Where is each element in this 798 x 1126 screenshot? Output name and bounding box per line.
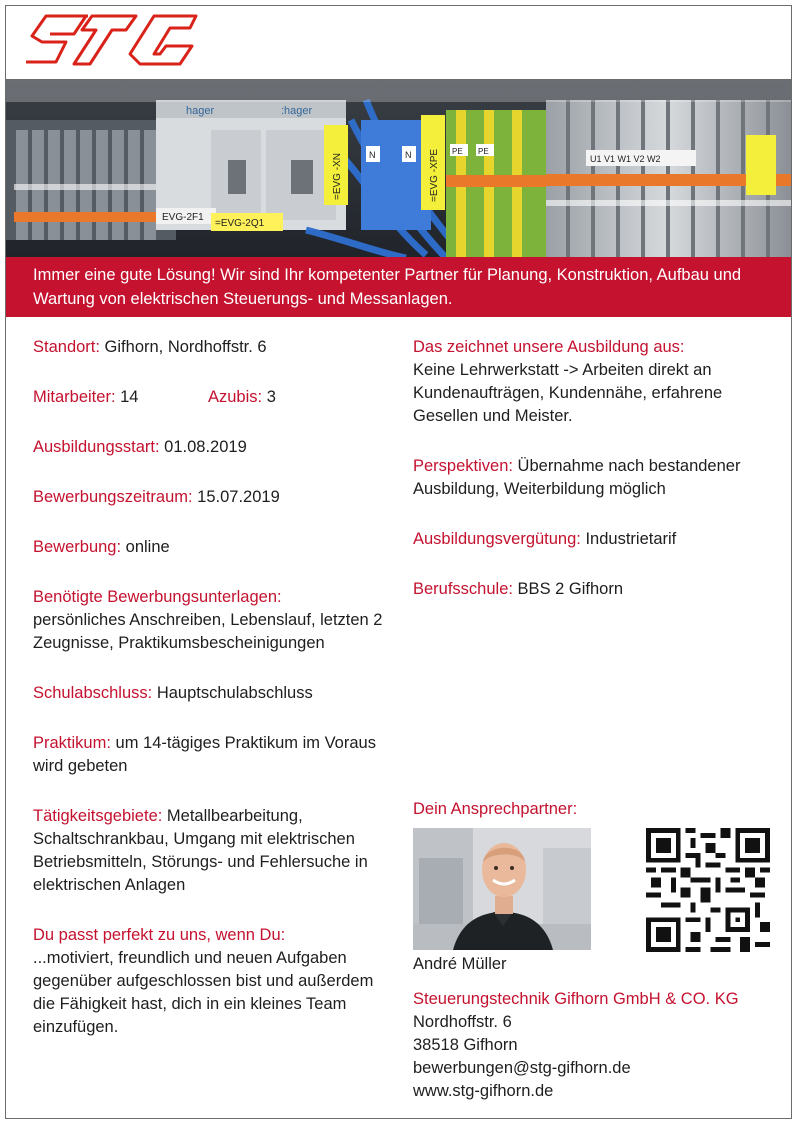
left-column	[33, 336, 393, 1066]
berufsschule-value: BBS 2 Gifhorn	[512, 580, 624, 598]
company-name: Steuerungstechnik Gifhorn GmbH & CO. KG	[413, 990, 739, 1008]
ausbildung-label: Das zeichnet unsere Ausbildung aus:	[413, 338, 685, 356]
company-email[interactable]: bewerbungen@stg-gifhorn.de	[413, 1059, 631, 1077]
info-passt	[33, 924, 393, 1039]
unterlagen-label: Benötigte Bewerbungsunterlagen:	[33, 588, 282, 606]
company-block	[413, 988, 783, 1103]
qr-code	[646, 828, 770, 952]
bewerbungszeitraum-label: Bewerbungszeitraum:	[33, 488, 193, 506]
info-schulabschluss	[33, 682, 393, 705]
standort-value: Gifhorn, Nordhoffstr. 6	[99, 338, 267, 356]
info-standort	[33, 336, 393, 359]
info-perspektiven	[413, 455, 773, 501]
unterlagen-value: persönliches Anschreiben, Lebenslauf, letzten 2 Zeugnisse, Praktikumsbescheinigungen	[33, 611, 383, 652]
info-berufsschule	[413, 578, 773, 601]
cabinet-illustration	[6, 80, 791, 258]
company-website[interactable]: www.stg-gifhorn.de	[413, 1082, 554, 1100]
photo-evg2f1: EVG-2F1	[162, 212, 204, 223]
taetigkeitsgebiete-label: Tätigkeitsgebiete:	[33, 807, 163, 825]
ausbildung-value: Keine Lehrwerkstatt -> Arbeiten direkt an Kundenaufträgen, Kundennähe, erfahrene Gesellen und Meister.	[413, 361, 723, 425]
perspektiven-label: Perspektiven:	[413, 457, 513, 475]
mitarbeiter-value: 14	[115, 388, 139, 406]
intro-banner-text: Immer eine gute Lösung! Wir sind Ihr kompetenter Partner für Planung, Konstruktion, Aufbau und Wartung von elektrischen Steuerungs- und Messanlagen.	[33, 266, 742, 308]
info-ausbildung	[413, 336, 773, 428]
info-bewerbungszeitraum	[33, 486, 393, 509]
info-bewerbung	[33, 536, 393, 559]
info-unterlagen	[33, 586, 393, 655]
praktikum-label: Praktikum:	[33, 734, 111, 752]
photo-brand-1: hager	[186, 105, 215, 117]
header-photo	[6, 79, 791, 258]
standort-label: Standort:	[33, 338, 100, 356]
bewerbungszeitraum-value: 15.07.2019	[192, 488, 280, 506]
schulabschluss-value: Hauptschulabschluss	[152, 684, 313, 702]
perspektiven-value: Übernahme nach bestandener Ausbildung, Weiterbildung möglich	[413, 457, 741, 498]
contact-portrait	[413, 828, 591, 950]
verguetung-label: Ausbildungsvergütung:	[413, 530, 581, 548]
photo-evgxn: =EVG -XN	[332, 153, 343, 200]
info-praktikum	[33, 732, 393, 778]
photo-n-2: N	[405, 150, 412, 160]
photo-brand-2: :hager	[281, 105, 313, 117]
photo-terminal-labels: U1 V1 W1 V2 W2	[590, 154, 661, 164]
flyer-page	[5, 5, 792, 1119]
photo-evgxpe: =EVG -XPE	[429, 148, 440, 202]
company-city: 38518 Gifhorn	[413, 1036, 518, 1054]
company-street: Nordhoffstr. 6	[413, 1013, 512, 1031]
azubis-value: 3	[262, 388, 276, 406]
intro-banner	[6, 257, 791, 317]
berufsschule-label: Berufsschule:	[413, 580, 513, 598]
info-ausbildungsstart	[33, 436, 393, 459]
bewerbung-value: online	[121, 538, 170, 556]
mitarbeiter-label: Mitarbeiter:	[33, 388, 116, 406]
info-taetigkeitsgebiete	[33, 805, 393, 897]
stg-logo	[26, 12, 206, 68]
azubis-label: Azubis:	[208, 388, 263, 406]
contact-heading-wrap	[413, 798, 783, 821]
photo-n-1: N	[369, 150, 376, 160]
contact-photo	[413, 828, 591, 950]
info-verguetung	[413, 528, 773, 551]
right-column	[413, 336, 773, 628]
contact-heading: Dein Ansprechpartner:	[413, 800, 578, 818]
photo-evg2q1: =EVG-2Q1	[215, 218, 265, 229]
contact-name: André Müller	[413, 955, 507, 973]
ausbildungsstart-value: 01.08.2019	[159, 438, 247, 456]
verguetung-value: Industrietarif	[580, 530, 677, 548]
schulabschluss-label: Schulabschluss:	[33, 684, 153, 702]
bewerbung-label: Bewerbung:	[33, 538, 122, 556]
ausbildungsstart-label: Ausbildungsstart:	[33, 438, 160, 456]
passt-label: Du passt perfekt zu uns, wenn Du:	[33, 926, 286, 944]
photo-pe-2: PE	[478, 147, 489, 156]
passt-value: ...motiviert, freundlich und neuen Aufgaben gegenüber aufgeschlossen bist und außerdem die Fähigkeit hast, dich in ein kleines Team einzufügen.	[33, 949, 374, 1036]
info-mitarbeiter-azubis	[33, 386, 393, 409]
praktikum-value: um 14-tägiges Praktikum im Voraus wird gebeten	[33, 734, 376, 775]
taetigkeitsgebiete-value: Metallbearbeitung, Schaltschrankbau, Umgang mit elektrischen Betriebsmitteln, Störungs- und Fehlersuche in elektrischen Anlagen	[33, 807, 368, 894]
photo-pe-1: PE	[452, 147, 463, 156]
